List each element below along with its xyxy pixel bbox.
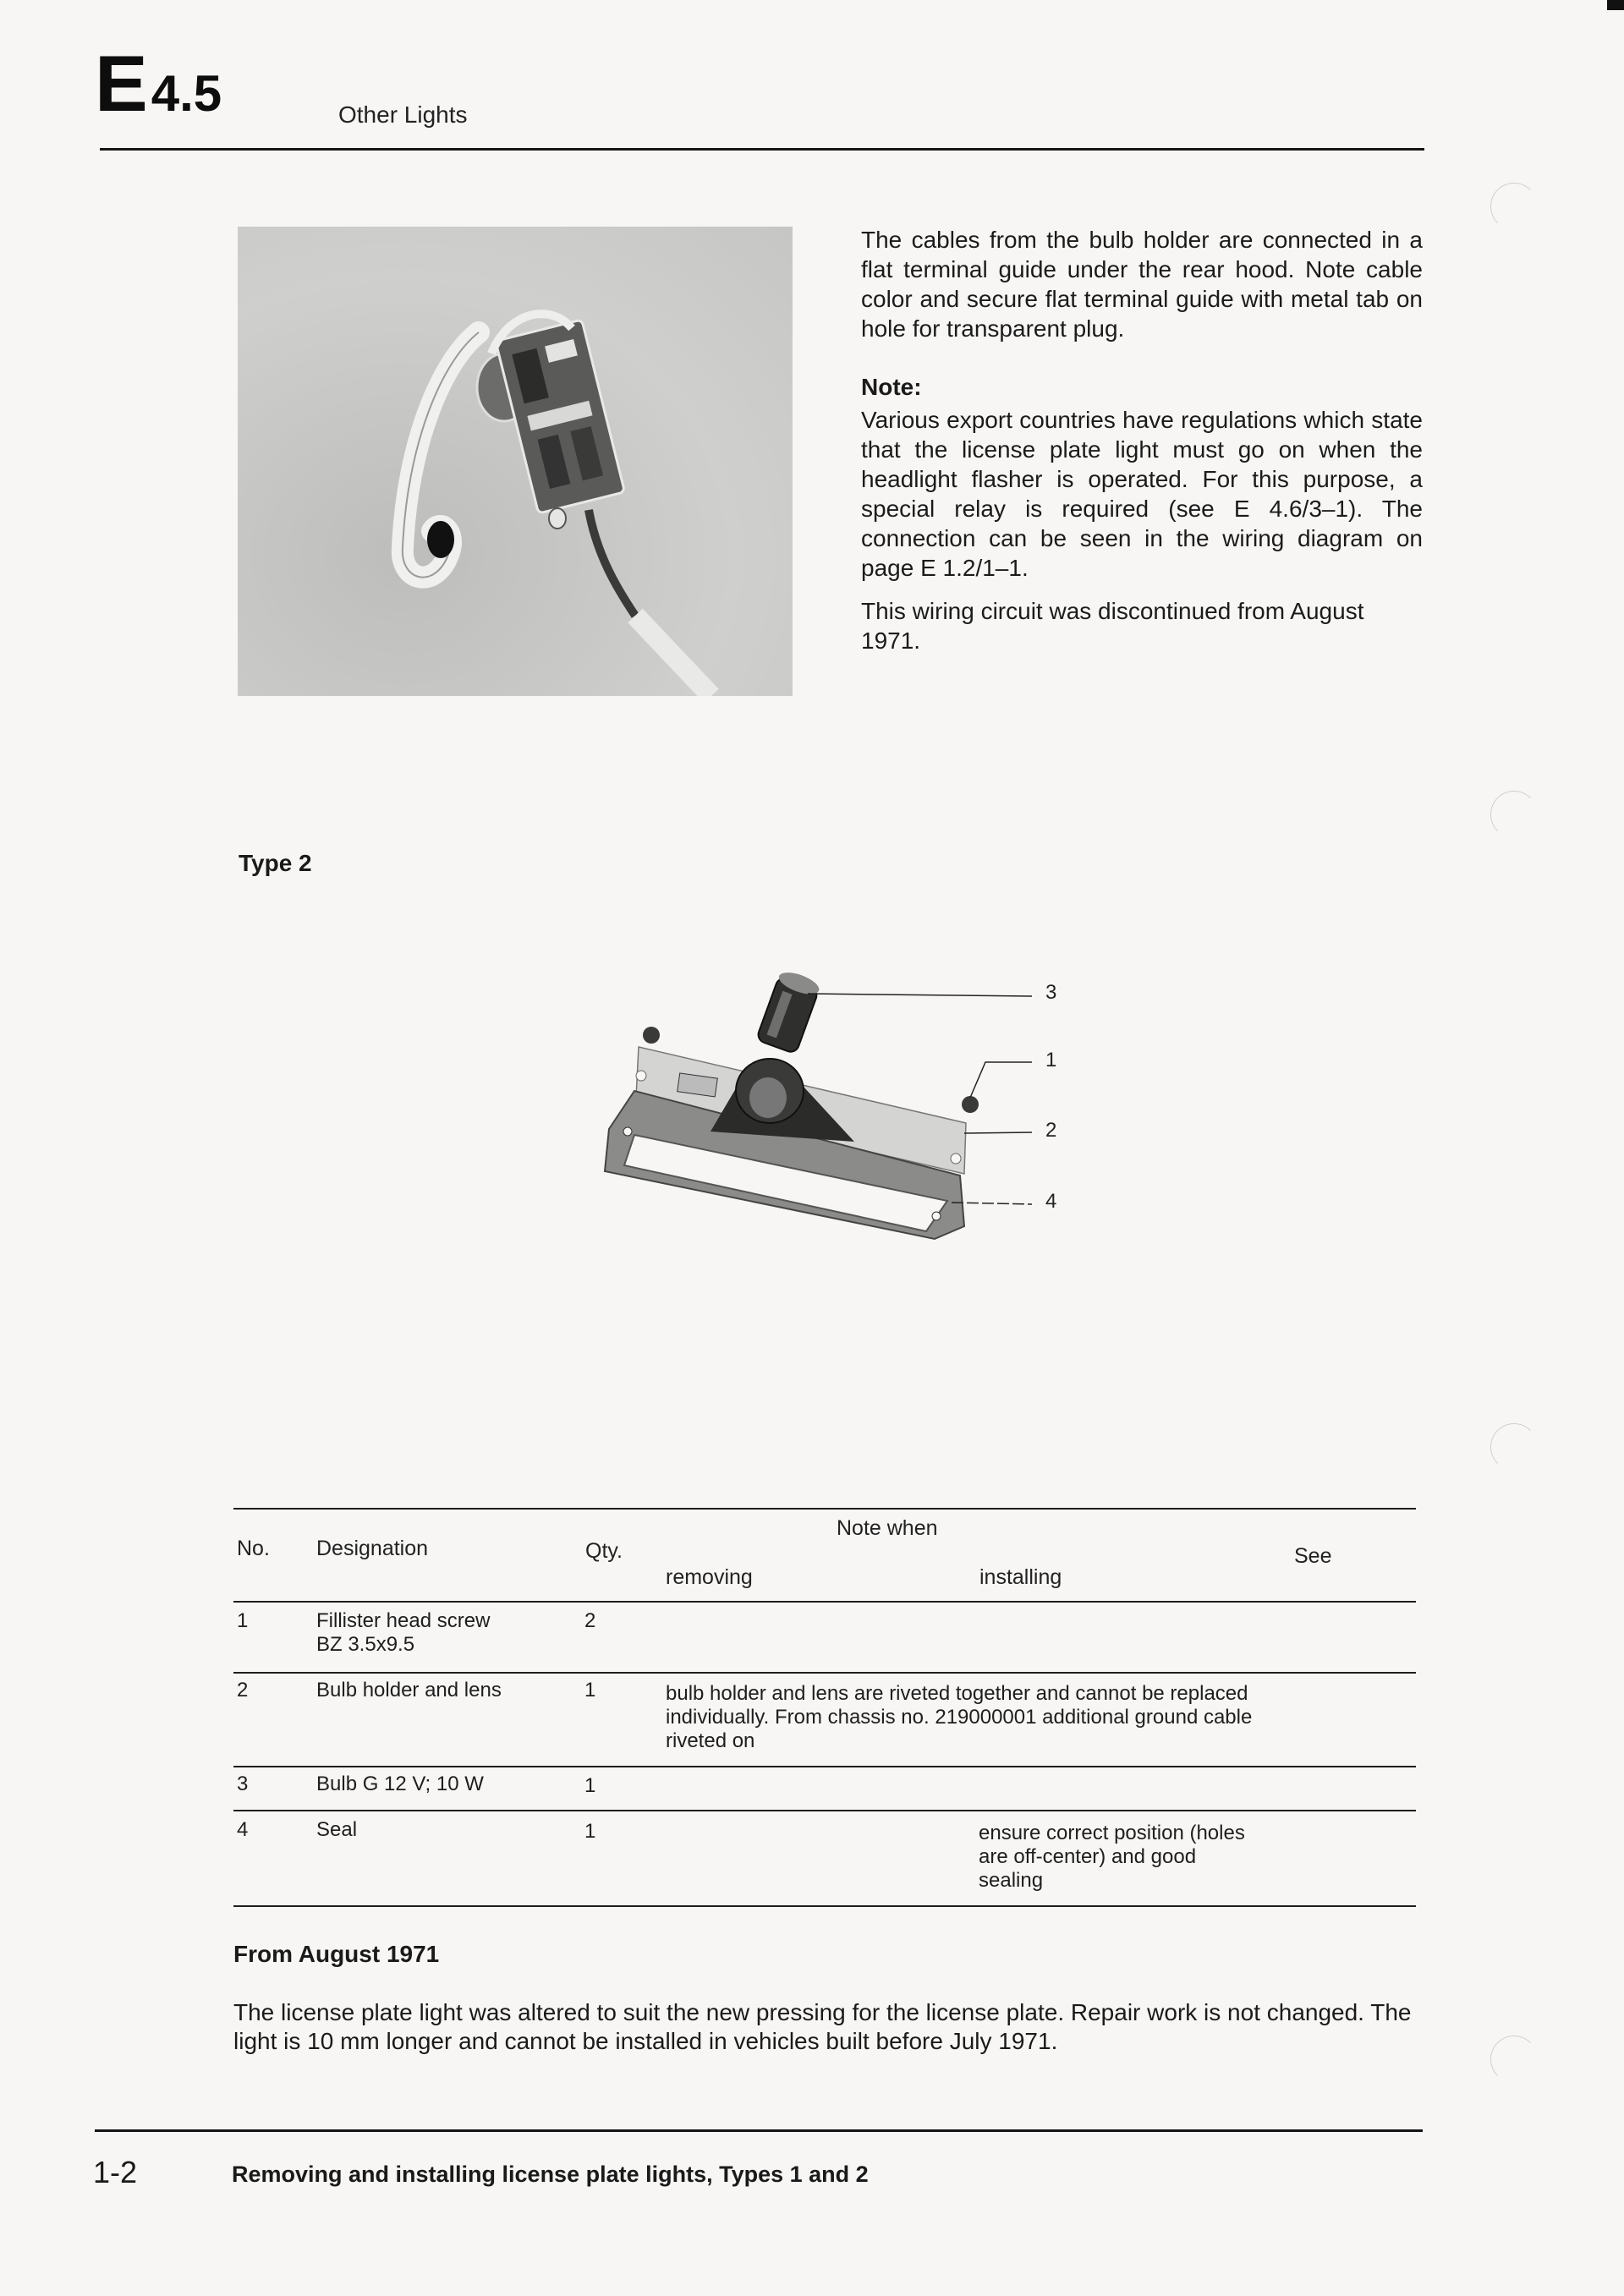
type-2-heading: Type 2 (239, 850, 312, 876)
row-qty: 1 (584, 1774, 596, 1797)
table-bottom-rule (233, 1905, 1416, 1907)
row-designation-spec: BZ 3.5x9.5 (316, 1633, 415, 1656)
table-row-rule (233, 1766, 1416, 1767)
note-heading: Note: (861, 374, 922, 400)
note-paragraph: Various export countries have regulations which state that the license plate light must go on when the headlight flasher is operated. For this purpose, a special relay is required (see E 4.6/3–1). The connection can be seen in the wiring diagram on page E 1.2/1–1. (861, 407, 1423, 581)
row-no: 4 (237, 1818, 249, 1841)
from-august-paragraph: The license plate light was altered to suit the new pressing for the license plate. Repair work is not changed. The light is 10 mm longer and cannot be installed in vehicles built before July 1971. (233, 1999, 1412, 2054)
intro-paragraph: The cables from the bulb holder are connected in a flat terminal guide under the rear hood. Note cable color and secure flat terminal guide with metal tab on hole for transparent plug. (861, 227, 1423, 342)
row-designation: Seal (316, 1818, 358, 1841)
scan-corner-mark (1607, 0, 1624, 10)
table-top-rule (233, 1508, 1416, 1510)
section-code (95, 39, 222, 128)
table-header-rule (233, 1601, 1416, 1603)
col-header-note-when: Note when (837, 1516, 938, 1540)
callout-1: 1 (1045, 1049, 1057, 1071)
row-no: 2 (237, 1679, 249, 1701)
row-no: 1 (237, 1609, 249, 1632)
col-header-removing: removing (666, 1565, 753, 1589)
col-header-see: See (1294, 1544, 1332, 1568)
footer-divider (95, 2129, 1423, 2132)
punch-hole-mark (1490, 2036, 1538, 2083)
callout-3: 3 (1045, 981, 1057, 1004)
table-row-rule (233, 1672, 1416, 1674)
punch-hole-mark (1490, 1423, 1538, 1471)
row-designation: Fillister head screw (316, 1609, 491, 1632)
col-header-qty: Qty. (585, 1539, 623, 1563)
row-qty: 1 (584, 1679, 596, 1701)
discontinued-paragraph: This wiring circuit was discontinued from August 1971. (861, 598, 1364, 654)
table-row-rule (233, 1810, 1416, 1811)
callout-2: 2 (1045, 1119, 1057, 1142)
row-no: 3 (237, 1773, 249, 1795)
section-number: 4.5 (151, 65, 222, 122)
section-title: Other Lights (338, 101, 468, 128)
exploded-view-illustration (575, 947, 1083, 1285)
cable-terminal-illustration (238, 227, 793, 696)
row-removing-note: bulb holder and lens are riveted together and cannot be replaced individually. From chassis no. 219000001 additional ground cable riveted on (666, 1682, 1253, 1752)
bulb-holder-photo (238, 227, 793, 696)
row-designation: Bulb holder and lens (316, 1679, 502, 1701)
punch-hole-mark (1490, 183, 1538, 230)
callout-4: 4 (1045, 1190, 1057, 1213)
col-header-installing: installing (979, 1565, 1062, 1589)
row-installing-note: ensure correct position (holes are off-center) and good sealing (979, 1822, 1245, 1892)
col-header-no: No. (237, 1537, 270, 1560)
punch-hole-mark (1490, 791, 1538, 838)
license-plate-light-exploded-diagram (575, 947, 1083, 1285)
row-qty: 2 (584, 1609, 596, 1632)
row-qty: 1 (584, 1820, 596, 1843)
page-number: 1-2 (93, 2155, 138, 2189)
col-header-designation: Designation (316, 1537, 429, 1560)
row-designation: Bulb G 12 V; 10 W (316, 1773, 484, 1795)
footer-title: Removing and installing license plate lights, Types 1 and 2 (232, 2162, 869, 2187)
from-august-heading: From August 1971 (233, 1941, 440, 1967)
header-divider (100, 148, 1424, 151)
section-letter: E (95, 39, 146, 128)
